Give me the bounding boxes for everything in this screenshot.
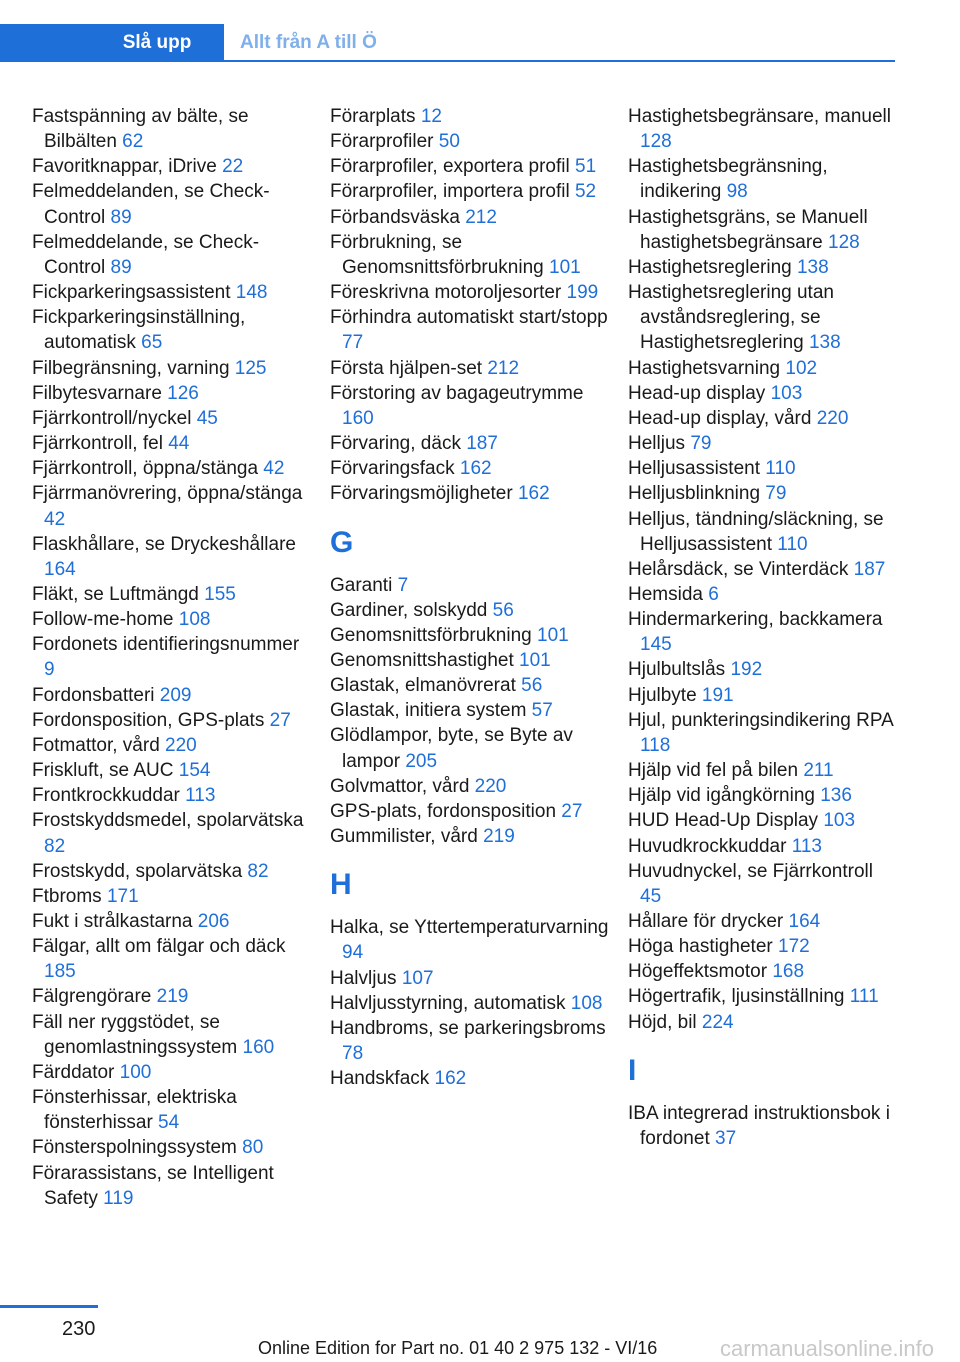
index-entry-text: Fotmattor, vård	[32, 734, 166, 756]
index-list	[32, 104, 312, 1211]
page-reference-link[interactable]: 211	[803, 760, 834, 782]
index-entry-text: Förvaring, däck	[330, 433, 467, 455]
page-reference-link[interactable]: 103	[823, 810, 856, 832]
index-entry	[628, 959, 898, 984]
index-entry-text: Fickparkeringsinställning, automatisk	[32, 307, 246, 354]
index-entry-text: Hjulbultslås	[628, 659, 731, 681]
index-entry	[32, 884, 312, 909]
page-reference-link[interactable]: 162	[434, 1068, 467, 1090]
tab-look-up-label: Slå upp	[122, 32, 192, 53]
index-entry	[628, 154, 898, 204]
index-entry	[628, 356, 898, 381]
page-reference-link[interactable]: 6	[708, 583, 719, 605]
index-entry-text: Fastspänning av bälte, se Bilbälten	[32, 106, 249, 153]
page-reference-link[interactable]: 100	[119, 1061, 152, 1083]
page-reference-link[interactable]: 78	[342, 1043, 364, 1064]
index-entry-text: Förbrukning, se Genomsnittsförbrukning	[330, 231, 549, 278]
index-entry-text: Förarprofiler, importera profil	[330, 181, 575, 203]
index-entry	[32, 758, 312, 783]
index-entry-text: Filbegränsning, varning	[32, 357, 235, 379]
index-entry-text: Felmeddelanden, se Check-Control	[32, 181, 270, 228]
index-entry-text: Hastighetsreglering	[628, 256, 797, 278]
index-entry-text: Första hjälpen-set	[330, 357, 488, 379]
page-reference-link[interactable]: 108	[178, 609, 211, 631]
index-entry-text: Handskfack	[330, 1068, 435, 1090]
index-entry-text: Hastighetsbegränsning, indikering	[628, 156, 828, 203]
page-reference-link[interactable]: 51	[575, 156, 597, 178]
index-entry-text: Frontkrockkuddar	[32, 785, 186, 807]
page-reference-link[interactable]: 101	[549, 256, 581, 278]
top-navigation	[0, 24, 895, 62]
page-reference-link[interactable]: 50	[438, 131, 460, 153]
page-reference-link[interactable]: 54	[158, 1112, 180, 1134]
index-entry-text: Förarassistans, se Intelligent Safety	[32, 1162, 274, 1209]
index-entry-text: Friskluft, se AUC	[32, 760, 179, 782]
index-entry-text: IBA integrerad instruktionsbok i fordonet	[628, 1102, 890, 1149]
page-reference-link[interactable]: 155	[204, 583, 236, 605]
index-entry	[330, 381, 610, 431]
page-reference-link[interactable]: 118	[640, 734, 671, 756]
index-entry-text: Golvmattor, vård	[330, 775, 475, 797]
letter-heading-g: G	[330, 525, 354, 559]
index-entry	[330, 966, 610, 991]
page-reference-link[interactable]: 220	[474, 775, 507, 797]
page-reference-link[interactable]: 168	[772, 961, 805, 983]
page-reference-link[interactable]: 136	[820, 785, 852, 807]
index-entry-text: Fönsterspolningssystem	[32, 1137, 243, 1159]
page-reference-link[interactable]: 185	[44, 961, 76, 983]
index-entry	[628, 431, 898, 456]
index-entry	[330, 648, 610, 673]
page-reference-link[interactable]: 62	[122, 131, 144, 153]
page-reference-link[interactable]: 101	[537, 624, 569, 646]
index-entry-text: Halvljus	[330, 967, 402, 989]
page-reference-link[interactable]: 89	[110, 256, 132, 278]
index-entry	[628, 205, 898, 255]
index-entry-text: Genomsnittsförbrukning	[330, 624, 537, 646]
page-reference-link[interactable]: 191	[701, 684, 734, 706]
index-entry	[628, 683, 898, 708]
index-entry-text: Hastighetsgräns, se Manuell hastighetsbegränsare	[628, 206, 868, 253]
page-number: 230	[62, 1318, 96, 1340]
index-entry	[330, 280, 610, 305]
index-entry	[32, 1010, 312, 1060]
index-column-1	[32, 104, 312, 1211]
page-reference-link[interactable]: 160	[342, 407, 374, 429]
index-entry	[628, 859, 898, 909]
index-entry-text: Fjärrkontroll, fel	[32, 433, 169, 455]
index-entry-text: Gummilister, vård	[330, 826, 484, 848]
page-reference-link[interactable]: 192	[730, 659, 763, 681]
index-entry	[628, 834, 898, 859]
index-entry	[628, 808, 898, 833]
page-reference-link[interactable]: 79	[765, 483, 787, 505]
index-entry-text: Hjulbyte	[628, 684, 702, 706]
page-reference-link[interactable]: 103	[770, 382, 803, 404]
index-entry-text: Fälgar, allt om fälgar och däck	[32, 936, 286, 958]
index-entry-text: Förstoring av bagageutrymme	[330, 382, 584, 404]
page-reference-link[interactable]: 138	[796, 256, 829, 278]
index-column-3	[628, 104, 898, 1151]
index-entry-text: Förarprofiler, exportera profil	[330, 156, 575, 178]
page-reference-link[interactable]: 45	[640, 885, 662, 907]
index-entry	[330, 673, 610, 698]
page-reference-link[interactable]: 220	[816, 407, 849, 429]
page-reference-link[interactable]: 148	[235, 282, 268, 304]
index-entry-text: Felmeddelande, se Check-Control	[32, 231, 260, 278]
index-entry	[628, 1010, 898, 1035]
index-entry-text: Fukt i strålkastarna	[32, 911, 198, 932]
index-entry-text: Head-up display	[628, 382, 771, 404]
index-entry	[32, 909, 312, 934]
index-entry-text: Förbandsväska	[330, 206, 466, 228]
page-reference-link[interactable]: 27	[269, 709, 291, 731]
index-entry	[32, 431, 312, 456]
index-entry	[628, 657, 898, 682]
index-entry-text: Högeffektsmotor	[628, 961, 773, 983]
index-list	[330, 915, 610, 1091]
index-entry-text: GPS-plats, fordonsposition	[330, 800, 562, 822]
index-entry	[628, 481, 898, 506]
index-entry	[628, 934, 898, 959]
index-entry-text: Hjul, punkteringsindikering RPA	[628, 709, 893, 731]
index-entry-text: Helljus	[628, 433, 691, 455]
index-entry	[330, 573, 610, 598]
page-reference-link[interactable]: 199	[566, 282, 599, 304]
index-entry	[628, 456, 898, 481]
footer-rule	[0, 1305, 98, 1308]
page-reference-link[interactable]: 44	[168, 433, 190, 455]
index-entry	[32, 733, 312, 758]
index-entry-text: Hastighetsreglering utan avståndsreglering, se Hastighetsreglering	[628, 282, 834, 354]
index-entry-text: Höga hastigheter	[628, 936, 778, 958]
index-list	[628, 104, 898, 1035]
page-reference-link[interactable]: 82	[247, 860, 269, 882]
index-entry	[330, 824, 610, 849]
index-entry	[32, 1060, 312, 1085]
page-reference-link[interactable]: 219	[156, 986, 189, 1008]
index-entry	[628, 582, 898, 607]
index-entry	[330, 104, 610, 129]
header-rule	[0, 60, 895, 62]
index-entry	[330, 431, 610, 456]
index-entry	[628, 406, 898, 431]
index-entry	[32, 859, 312, 884]
index-entry	[32, 1085, 312, 1135]
index-entry-text: Hastighetsvarning	[628, 357, 786, 379]
index-entry-text: Höjd, bil	[628, 1011, 702, 1033]
index-entry-text: Helljusblinkning	[628, 483, 766, 505]
watermark: carmanualsonline.info	[720, 1336, 935, 1361]
index-entry-text: Fordonsbatteri	[32, 684, 160, 706]
index-entry-text: Fickparkeringsassistent	[32, 282, 236, 304]
page-reference-link[interactable]: 56	[492, 599, 514, 621]
page-reference-link[interactable]: 111	[849, 986, 879, 1008]
page-reference-link[interactable]: 205	[405, 750, 438, 772]
page-reference-link[interactable]: 65	[141, 332, 163, 354]
index-entry	[330, 698, 610, 723]
index-entry	[330, 1066, 610, 1091]
index-entry-text: Förarplats	[330, 106, 421, 127]
page-reference-link[interactable]: 187	[853, 558, 886, 580]
index-entry-text: Huvudkrockkuddar	[628, 835, 792, 857]
index-entry	[628, 708, 898, 758]
page-reference-link[interactable]: 209	[159, 684, 192, 706]
index-entry	[32, 984, 312, 1009]
index-entry	[330, 774, 610, 799]
index-entry	[628, 909, 898, 934]
page-reference-link[interactable]: 82	[44, 835, 66, 857]
index-entry-text: HUD Head-Up Display	[628, 810, 824, 832]
index-entry	[330, 179, 610, 204]
page-reference-link[interactable]: 94	[342, 942, 364, 964]
index-entry	[32, 406, 312, 431]
page-reference-link[interactable]: 128	[828, 231, 860, 253]
index-entry	[32, 934, 312, 984]
page-reference-link[interactable]: 126	[167, 382, 199, 404]
page-reference-link[interactable]: 164	[788, 911, 821, 932]
index-entry-text: Hemsida	[628, 583, 709, 605]
index-entry-text: Favoritknappar, iDrive	[32, 156, 223, 178]
index-entry	[32, 632, 312, 682]
page-reference-link[interactable]: 56	[521, 675, 543, 697]
page-reference-link[interactable]: 45	[196, 407, 218, 429]
page-reference-link[interactable]: 77	[342, 332, 364, 354]
index-entry	[32, 179, 312, 229]
index-entry-text: Hjälp vid fel på bilen	[628, 760, 804, 782]
page-reference-link[interactable]: 113	[791, 835, 822, 857]
index-entry	[330, 623, 610, 648]
index-entry	[32, 582, 312, 607]
index-entry-text: Gardiner, solskydd	[330, 599, 493, 621]
page-reference-link[interactable]: 110	[777, 533, 808, 555]
index-entry	[32, 456, 312, 481]
tab-a-to-z[interactable]: Allt från A till Ö	[240, 32, 377, 53]
index-entry-text: Fjärrmanövrering, öppna/stänga	[32, 483, 303, 505]
page-reference-link[interactable]: 171	[106, 885, 139, 907]
index-entry	[330, 154, 610, 179]
index-entry	[32, 356, 312, 381]
index-entry	[32, 280, 312, 305]
index-entry	[628, 984, 898, 1009]
letter-heading-h: H	[330, 868, 352, 902]
page-reference-link[interactable]: 164	[44, 558, 76, 580]
tab-look-up[interactable]	[0, 24, 224, 60]
page-reference-link[interactable]: 154	[178, 760, 211, 782]
index-entry	[628, 1101, 898, 1151]
index-entry	[330, 481, 610, 506]
index-entry-text: Högertrafik, ljusinställning	[628, 986, 850, 1008]
page-reference-link[interactable]: 220	[165, 734, 197, 756]
index-entry-text: Glastak, elmanövrerat	[330, 675, 522, 697]
page-reference-link[interactable]: 12	[420, 106, 442, 127]
index-entry-text: Helljusassistent	[628, 458, 766, 480]
index-entry-text: Handbroms, se parkeringsbroms	[330, 1017, 606, 1039]
page-reference-link[interactable]: 37	[715, 1127, 737, 1149]
index-entry	[628, 381, 898, 406]
index-entry	[628, 557, 898, 582]
index-entry	[628, 607, 898, 657]
page-reference-link[interactable]: 22	[222, 156, 244, 178]
index-entry-text: Fäll ner ryggstödet, se genomlastningssystem	[32, 1011, 243, 1058]
index-entry	[32, 808, 312, 858]
index-entry-text: Fläkt, se Luftmängd	[32, 583, 205, 605]
index-entry	[32, 1161, 312, 1211]
page-reference-link[interactable]: 219	[483, 826, 515, 848]
index-entry	[32, 381, 312, 406]
page-reference-link[interactable]: 42	[263, 458, 285, 480]
index-entry-text: Genomsnittshastighet	[330, 649, 520, 671]
index-list	[330, 573, 610, 850]
index-entry-text: Garanti	[330, 574, 398, 596]
index-entry-text: Färddator	[32, 1061, 120, 1083]
index-entry	[32, 708, 312, 733]
page-reference-link[interactable]: 113	[185, 785, 216, 807]
edition-text: Online Edition for Part no. 01 40 2 975 132 - VI/16	[258, 1338, 658, 1358]
index-entry-text: Förvaringsfack	[330, 458, 460, 480]
index-entry-text: Förarprofiler	[330, 131, 439, 153]
index-entry	[32, 154, 312, 179]
page-reference-link[interactable]: 9	[44, 659, 55, 681]
index-entry	[32, 607, 312, 632]
index-entry-text: Hindermarkering, backkamera	[628, 609, 883, 631]
index-entry	[628, 104, 898, 154]
page-reference-link[interactable]: 102	[785, 357, 818, 379]
page-reference-link[interactable]: 57	[531, 700, 553, 722]
index-entry-text: Follow-me-home	[32, 609, 179, 631]
index-entry	[330, 1016, 610, 1066]
page-reference-link[interactable]: 138	[808, 332, 841, 354]
page-reference-link[interactable]: 128	[640, 131, 672, 153]
page-reference-link[interactable]: 98	[726, 181, 748, 203]
page-reference-link[interactable]: 206	[197, 911, 230, 932]
index-entry-text: Fordonsposition, GPS-plats	[32, 709, 270, 731]
page-reference-link[interactable]: 162	[459, 458, 492, 480]
index-entry	[32, 532, 312, 582]
index-entry	[32, 305, 312, 355]
index-column-2	[330, 104, 610, 1091]
index-entry	[32, 230, 312, 280]
index-entry-text: Ftbroms	[32, 885, 107, 907]
page-reference-link[interactable]: 80	[242, 1137, 264, 1159]
index-entry-text: Glödlampor, byte, se Byte av lampor	[330, 725, 573, 772]
index-entry	[628, 255, 898, 280]
index-entry-text: Halvljusstyrning, automatisk	[330, 992, 571, 1014]
page-reference-link[interactable]: 107	[401, 967, 434, 989]
index-entry-text: Fjärrkontroll/nyckel	[32, 407, 197, 429]
index-entry	[32, 481, 312, 531]
index-entry	[330, 456, 610, 481]
index-entry	[330, 598, 610, 623]
index-entry-text: Frostskydd, spolarvätska	[32, 860, 248, 882]
index-entry-text: Förhindra automatiskt start/stopp	[330, 307, 608, 329]
index-entry	[32, 783, 312, 808]
index-entry	[628, 783, 898, 808]
page-reference-link[interactable]: 125	[234, 357, 267, 379]
index-entry-text: Flaskhållare, se Dryckeshållare	[32, 533, 296, 555]
page-reference-link[interactable]: 145	[640, 634, 672, 656]
page-reference-link[interactable]: 7	[397, 574, 409, 596]
index-entry-text: Halka, se Yttertemperaturvarning	[330, 917, 609, 939]
index-entry-text: Fälgrengörare	[32, 986, 157, 1008]
index-entry	[330, 305, 610, 355]
index-entry-text: Helårsdäck, se Vinterdäck	[628, 558, 854, 580]
index-entry	[628, 280, 898, 355]
page-reference-link[interactable]: 101	[519, 649, 551, 671]
index-entry	[330, 230, 610, 280]
index-entry-text: Head-up display, vård	[628, 407, 817, 429]
index-entry-text: Filbytesvarnare	[32, 382, 168, 404]
page-reference-link[interactable]: 172	[778, 936, 810, 958]
index-entry	[330, 723, 610, 773]
page-reference-link[interactable]: 187	[466, 433, 498, 455]
page-reference-link[interactable]: 224	[701, 1011, 734, 1033]
index-entry-text: Föreskrivna motoroljesorter	[330, 282, 567, 304]
index-entry	[330, 356, 610, 381]
index-entry-text: Hållare för drycker	[628, 911, 789, 932]
index-entry-text: Frostskyddsmedel, spolarvätska	[32, 810, 304, 832]
page-reference-link[interactable]: 52	[574, 181, 597, 203]
page-reference-link[interactable]: 108	[570, 992, 603, 1014]
page-reference-link[interactable]: 212	[465, 206, 497, 228]
index-entry	[330, 129, 610, 154]
index-entry	[628, 507, 898, 557]
page-reference-link[interactable]: 212	[487, 357, 520, 379]
index-entry	[330, 991, 610, 1016]
index-entry-text: Fönsterhissar, elektriska fönsterhissar	[32, 1087, 237, 1134]
index-entry	[330, 205, 610, 230]
page-reference-link[interactable]: 160	[242, 1036, 275, 1058]
index-entry	[330, 915, 610, 965]
index-entry-text: Glastak, initiera system	[330, 700, 532, 722]
index-list	[330, 104, 610, 507]
page-reference-link[interactable]: 89	[110, 206, 132, 228]
index-entry	[32, 1135, 312, 1160]
page-reference-link[interactable]: 162	[517, 483, 550, 505]
index-entry-text: Hastighetsbegränsare, manuell	[628, 106, 891, 127]
index-entry-text: Fordonets identifieringsnummer	[32, 634, 300, 656]
page-reference-link[interactable]: 119	[103, 1187, 134, 1209]
index-entry	[32, 104, 312, 154]
index-entry-text: Helljus, tändning/släckning, se Helljusassistent	[628, 508, 884, 555]
index-entry-text: Huvudnyckel, se Fjärrkontroll	[628, 860, 873, 882]
index-entry	[32, 683, 312, 708]
index-entry	[330, 799, 610, 824]
page-reference-link[interactable]: 110	[765, 458, 796, 480]
index-entry-text: Förvaringsmöjligheter	[330, 483, 518, 505]
page-reference-link[interactable]: 27	[561, 800, 583, 822]
index-entry-text: Hjälp vid igångkörning	[628, 785, 821, 807]
index-list	[628, 1101, 898, 1151]
page-reference-link[interactable]: 42	[44, 508, 66, 530]
letter-heading-i: I	[628, 1053, 637, 1087]
page-reference-link[interactable]: 79	[690, 433, 712, 455]
index-entry-text: Fjärrkontroll, öppna/stänga	[32, 458, 264, 480]
index-entry	[628, 758, 898, 783]
